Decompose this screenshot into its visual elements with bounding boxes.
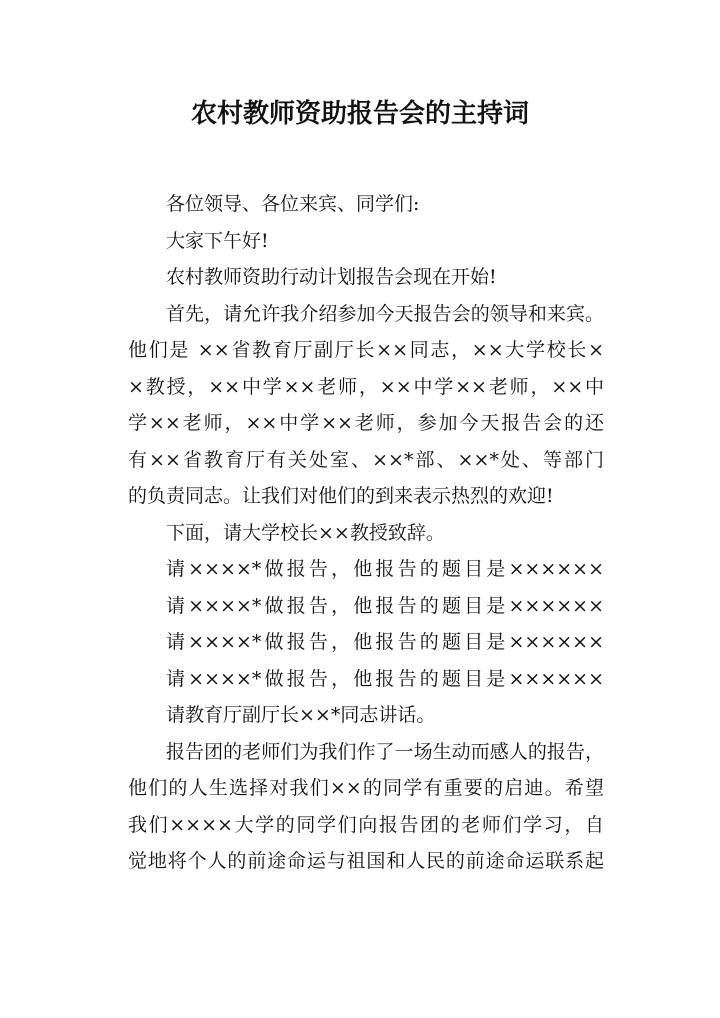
text-line: 请××××*做报告，他报告的题目是×××××× (166, 558, 604, 580)
text-line: 有××省教育厅有关处室、××*部、××*处、等部门 (128, 448, 604, 471)
text-line: 大家下午好! (166, 229, 269, 252)
document-body (128, 186, 604, 880)
text-line: 各位领导、各位来宾、同学们: (166, 193, 420, 215)
text-line: ×教授，××中学××老师，××中学××老师，××中 (128, 375, 604, 398)
text-line: 报告团的老师们为我们作了一场生动而感人的报告， (166, 740, 604, 763)
text-line: 请教育厅副厅长××*同志讲话。 (166, 704, 436, 726)
text-line: 我们××××大学的同学们向报告团的老师们学习，自 (128, 813, 604, 836)
text-line: 请××××*做报告，他报告的题目是×××××× (166, 631, 604, 653)
text-line: 农村教师资助行动计划报告会现在开始! (166, 266, 497, 288)
text-line: 的负责同志。让我们对他们的到来表示热烈的欢迎! (128, 485, 554, 507)
text-line: 请××××*做报告，他报告的题目是×××××× (166, 594, 604, 617)
text-line: 首先，请允许我介绍参加今天报告会的领导和来宾。 (166, 302, 604, 325)
text-line: 他们的人生选择对我们××的同学有重要的启迪。希望 (128, 777, 604, 799)
text-line: 学××老师，××中学××老师，参加今天报告会的还 (128, 412, 604, 434)
text-line: 他们是 ××省教育厅副厅长××同志，××大学校长× (128, 339, 604, 361)
document-title: 农村教师资助报告会的主持词 (190, 99, 529, 129)
text-line: 觉地将个人的前途命运与祖国和人民的前途命运联系起 (128, 850, 604, 872)
text-line: 下面，请大学校长××教授致辞。 (166, 521, 445, 544)
text-line: 请××××*做报告，他报告的题目是×××××× (166, 667, 604, 690)
